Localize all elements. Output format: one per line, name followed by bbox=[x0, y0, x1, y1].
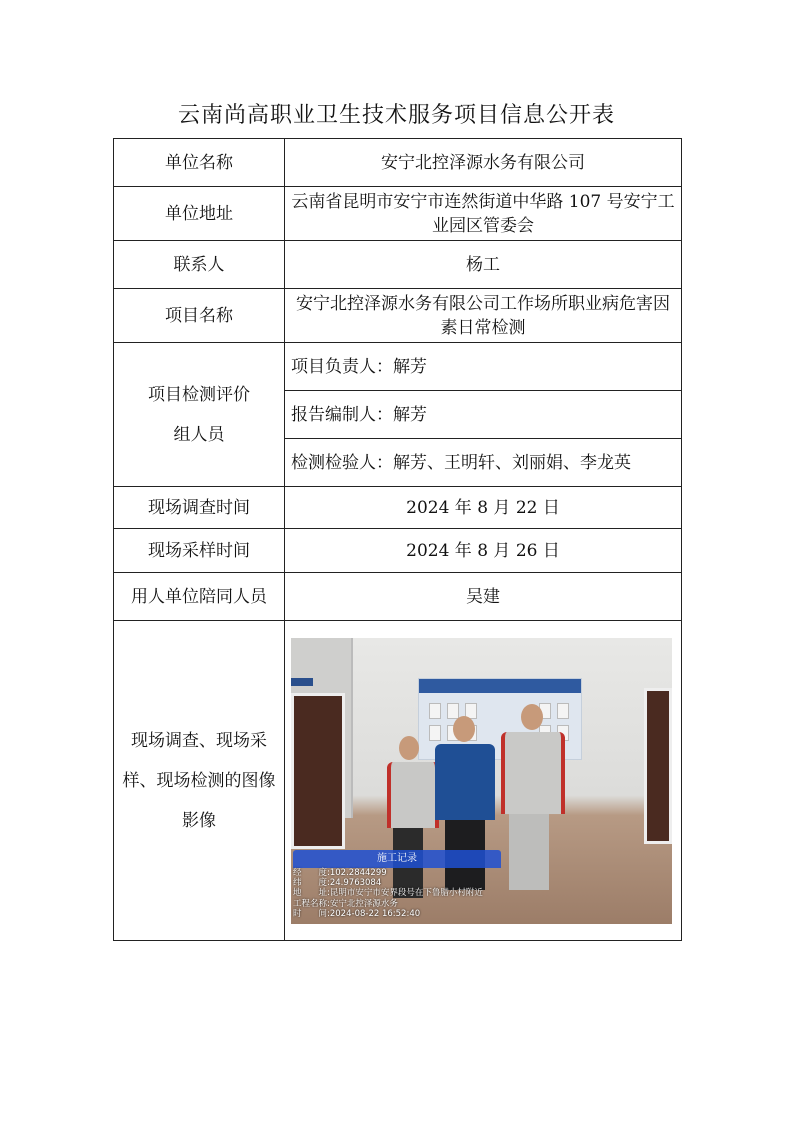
photo-door-left bbox=[291, 693, 345, 849]
photo-wall-tag bbox=[291, 678, 313, 686]
photo-door-right bbox=[644, 688, 672, 844]
unit-name-value: 安宁北控泽源水务有限公司 bbox=[285, 139, 682, 187]
page-title: 云南尚高职业卫生技术服务项目信息公开表 bbox=[177, 103, 615, 128]
team-label bbox=[114, 343, 285, 487]
project-name-label: 项目名称 bbox=[114, 289, 285, 343]
photo-overlay-title: 施工记录 bbox=[293, 850, 501, 868]
board-cell bbox=[429, 725, 441, 741]
row-contact bbox=[114, 241, 682, 289]
board-header bbox=[419, 679, 581, 693]
row-project-name bbox=[114, 289, 682, 343]
person-head bbox=[521, 704, 543, 730]
person-head bbox=[399, 736, 419, 760]
images-label-text: 现场调查、现场采样、现场检测的图像影像 bbox=[122, 730, 276, 831]
row-escort bbox=[114, 573, 682, 621]
photo-cell bbox=[285, 621, 682, 941]
overlay-line-address: 地 址:昆明市安宁市安界段号在下鲁腊小村附近 bbox=[293, 888, 483, 899]
survey-time-label: 现场调查时间 bbox=[114, 487, 285, 529]
overlay-line-time: 时 间:2024-08-22 16:52:40 bbox=[293, 909, 421, 920]
row-team-leader bbox=[114, 343, 682, 391]
board-cell bbox=[429, 703, 441, 719]
escort-value: 吴建 bbox=[285, 573, 682, 621]
team-leader-value: 项目负责人：解芳 bbox=[285, 343, 682, 391]
row-sampling-time bbox=[114, 529, 682, 573]
contact-label: 联系人 bbox=[114, 241, 285, 289]
escort-label: 用人单位陪同人员 bbox=[114, 573, 285, 621]
person-body bbox=[435, 744, 495, 820]
project-name-value: 安宁北控泽源水务有限公司工作场所职业病危害因素日常检测 bbox=[285, 289, 682, 343]
site-photo bbox=[291, 638, 672, 924]
overlay-line-latitude: 纬 度:24.9763084 bbox=[293, 877, 382, 888]
person-body bbox=[501, 732, 565, 814]
sampling-time-label: 现场采样时间 bbox=[114, 529, 285, 573]
unit-name-label: 单位名称 bbox=[114, 139, 285, 187]
survey-time-value: 2024 年 8 月 22 日 bbox=[285, 487, 682, 529]
sampling-time-value: 2024 年 8 月 26 日 bbox=[285, 529, 682, 573]
person-body bbox=[387, 762, 439, 828]
team-inspectors-value: 检测检验人：解芳、王明轩、刘丽娟、李龙英 bbox=[285, 439, 682, 487]
team-author-value: 报告编制人：解芳 bbox=[285, 391, 682, 439]
info-table bbox=[113, 138, 682, 941]
board-cell bbox=[557, 703, 569, 719]
row-survey-time bbox=[114, 487, 682, 529]
row-unit-address bbox=[114, 187, 682, 241]
team-label-text: 项目检测评价组人员 bbox=[148, 384, 250, 445]
row-unit-name bbox=[114, 139, 682, 187]
unit-address-value: 云南省昆明市安宁市连然街道中华路 107 号安宁工业园区管委会 bbox=[285, 187, 682, 241]
contact-value: 杨工 bbox=[285, 241, 682, 289]
board-cell bbox=[447, 703, 459, 719]
unit-address-label: 单位地址 bbox=[114, 187, 285, 241]
person-head bbox=[453, 716, 475, 742]
images-label bbox=[114, 621, 285, 941]
row-images bbox=[114, 621, 682, 941]
overlay-line-longitude: 经 度:102.2844299 bbox=[293, 867, 387, 878]
overlay-line-project: 工程名称:安宁北控泽源水务 bbox=[293, 898, 398, 909]
photo-overlay-text bbox=[293, 868, 553, 920]
